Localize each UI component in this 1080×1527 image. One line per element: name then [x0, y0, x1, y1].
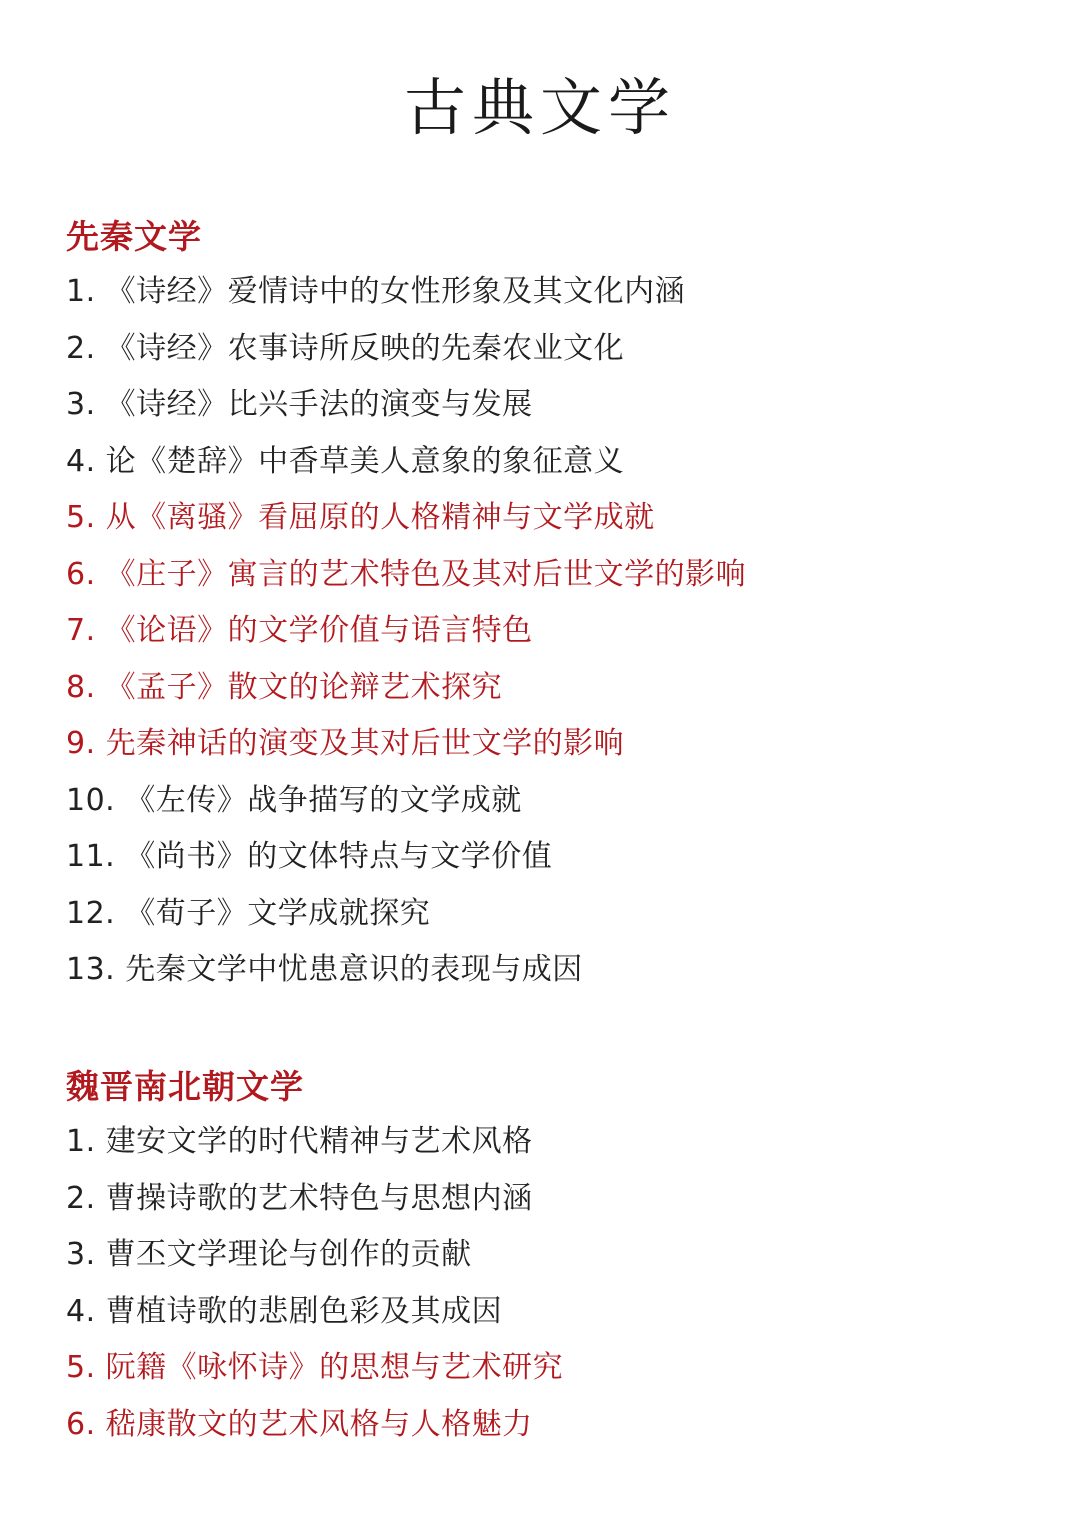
list-item: 1. 《诗经》爱情诗中的女性形象及其文化内涵: [66, 274, 686, 309]
list-item: 11. 《尚书》的文体特点与文学价值: [66, 839, 553, 874]
list-item: 4. 论《楚辞》中香草美人意象的象征意义: [66, 443, 625, 479]
section-pre-qin: [66, 210, 1026, 999]
list-item: 10. 《左传》战争描写的文学成就: [66, 782, 522, 818]
list-item: 6. 《庄子》寓言的艺术特色及其对后世文学的影响: [66, 556, 747, 592]
list-item: 5. 阮籍《咏怀诗》的思想与艺术研究: [66, 1350, 564, 1385]
list-item: 2. 曹操诗歌的艺术特色与思想内涵: [66, 1180, 533, 1216]
list-item: 1. 建安文学的时代精神与艺术风格: [66, 1124, 533, 1159]
list-item: 9. 先秦神话的演变及其对后世文学的影响: [66, 726, 625, 761]
list-item: 7. 《论语》的文学价值与语言特色: [66, 613, 533, 648]
list-item: 5. 从《离骚》看屈原的人格精神与文学成就: [66, 500, 655, 535]
list-item: 13. 先秦文学中忧患意识的表现与成因: [66, 952, 583, 987]
list-item: 2. 《诗经》农事诗所反映的先秦农业文化: [66, 330, 625, 366]
list-item: 3. 曹丕文学理论与创作的贡献: [66, 1237, 472, 1272]
list-item: 8. 《孟子》散文的论辩艺术探究: [66, 669, 503, 705]
list-item: 4. 曹植诗歌的悲剧色彩及其成因: [66, 1293, 503, 1329]
topic-list: [66, 1114, 1026, 1453]
topic-list: [66, 264, 1026, 999]
list-item: 3. 《诗经》比兴手法的演变与发展: [66, 387, 533, 422]
list-item: 12. 《荀子》文学成就探究: [66, 895, 431, 931]
page-title: 古典文学: [403, 71, 676, 144]
section-heading: 魏晋南北朝文学: [66, 1067, 304, 1106]
section-heading: 先秦文学: [66, 217, 202, 256]
list-item: 6. 嵇康散文的艺术风格与人格魅力: [66, 1406, 533, 1442]
section-wei-jin: [66, 1060, 1026, 1453]
